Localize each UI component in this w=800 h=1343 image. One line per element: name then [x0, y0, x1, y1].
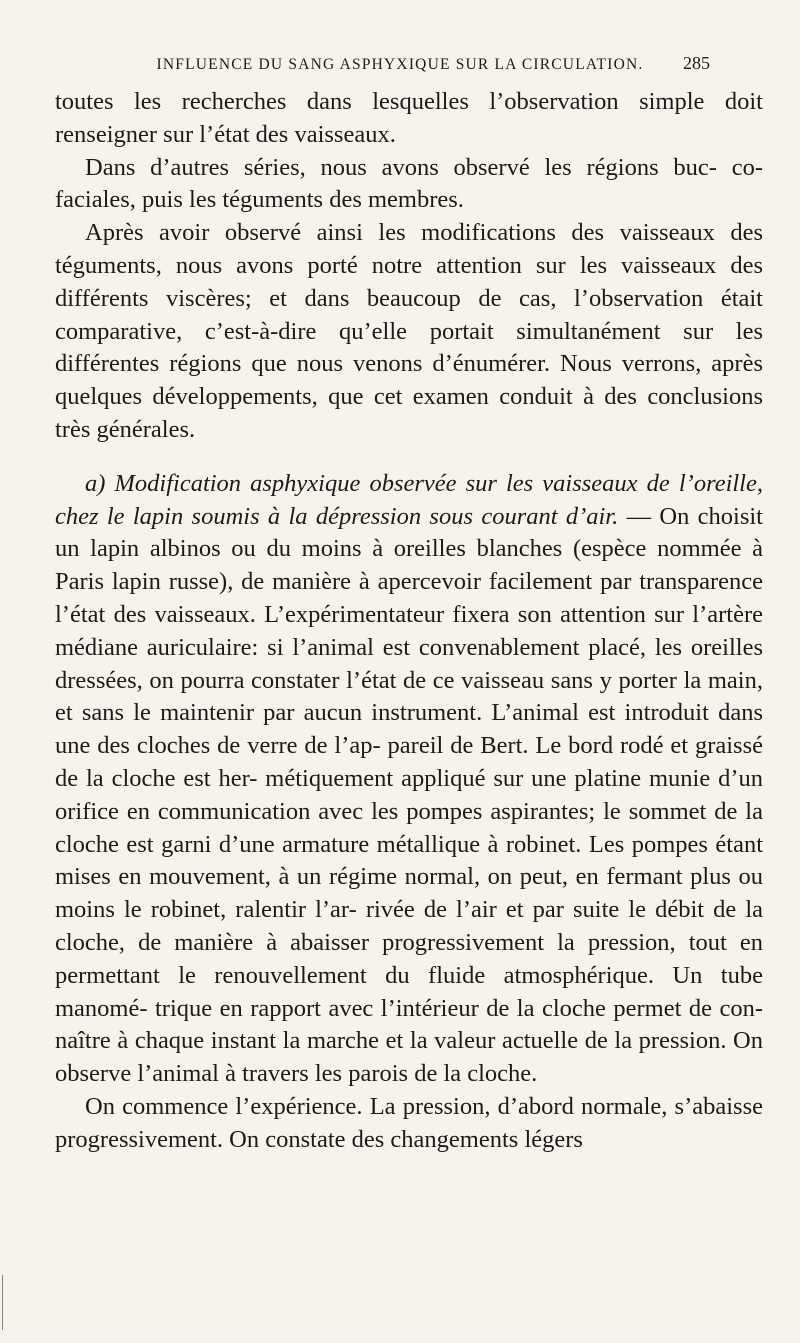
- section-oreille: [55, 468, 763, 1091]
- body-text: [55, 86, 763, 1157]
- running-title: INFLUENCE DU SANG ASPHYXIQUE SUR LA CIRCULATION.: [156, 56, 644, 73]
- paragraph-visceres: Après avoir observé ainsi les modifications des vaisseaux des téguments, nous avons porté notre attention sur les vaisseaux des différents viscères; et dans beaucoup de cas, l’observation était comparative, c’est-à-dire qu’elle portait simultanément sur les différentes régions que nous venons d’énumérer. Nous verrons, après quelques développements, que cet examen conduit à des conclusions très générales.: [55, 219, 763, 443]
- page-number: 285: [683, 53, 710, 73]
- paragraph-bucco-faciales: Dans d’autres séries, nous avons observé les régions buc- co-faciales, puis les téguments des membres.: [55, 153, 763, 214]
- section-text: — On choisit un lapin albinos ou du moins à oreilles blanches (espèce nommée à Paris lapin russe), de manière à apercevoir facilement par transparence l’état des vaisseaux. L’expérimentateur fixera son attention sur l’artère médiane auriculaire: si l’animal est convenablement placé, les oreilles dressées, on pourra constater l’état de ce vaisseau sans y porter la main, et sans le maintenir par aucun instrument. L’animal est introduit dans une des cloches de verre de l’ap- pareil de Bert. Le bord rodé et graissé de la cloche est her- métiquement appliqué sur une platine munie d’un orifice en communication avec les pompes aspirantes; le sommet de la cloche est garni d’une armature métallique à robinet. Les pompes étant mises en mouvement, à un régime normal, on peut, en fermant plus ou moins le robinet, ralentir l’ar- rivée de l’air et par suite le débit de la cloche, de manière à abaisser progressivement la pression, tout en permettant le renouvellement du fluide atmosphérique. Un tube manomé- trique en rapport avec l’intérieur de la cloche permet de con- naître à chaque instant la marche et la valeur actuelle de la pression. On observe l’animal à travers les parois de la cloche.: [55, 502, 763, 1088]
- section-title: a) Modification asphyxique observée sur les vaisseaux de l’oreille, chez le lapin soumis à la dépression sous courant d’air.: [55, 469, 763, 530]
- paragraph-continuation: toutes les recherches dans lesquelles l’observation simple doit renseigner sur l’état des vaisseaux.: [55, 88, 763, 148]
- binding-edge-line: [2, 1275, 3, 1330]
- paragraph-experience: On commence l’expérience. La pression, d’abord normale, s’abaisse progressivement. On constate des changements légers: [55, 1092, 763, 1153]
